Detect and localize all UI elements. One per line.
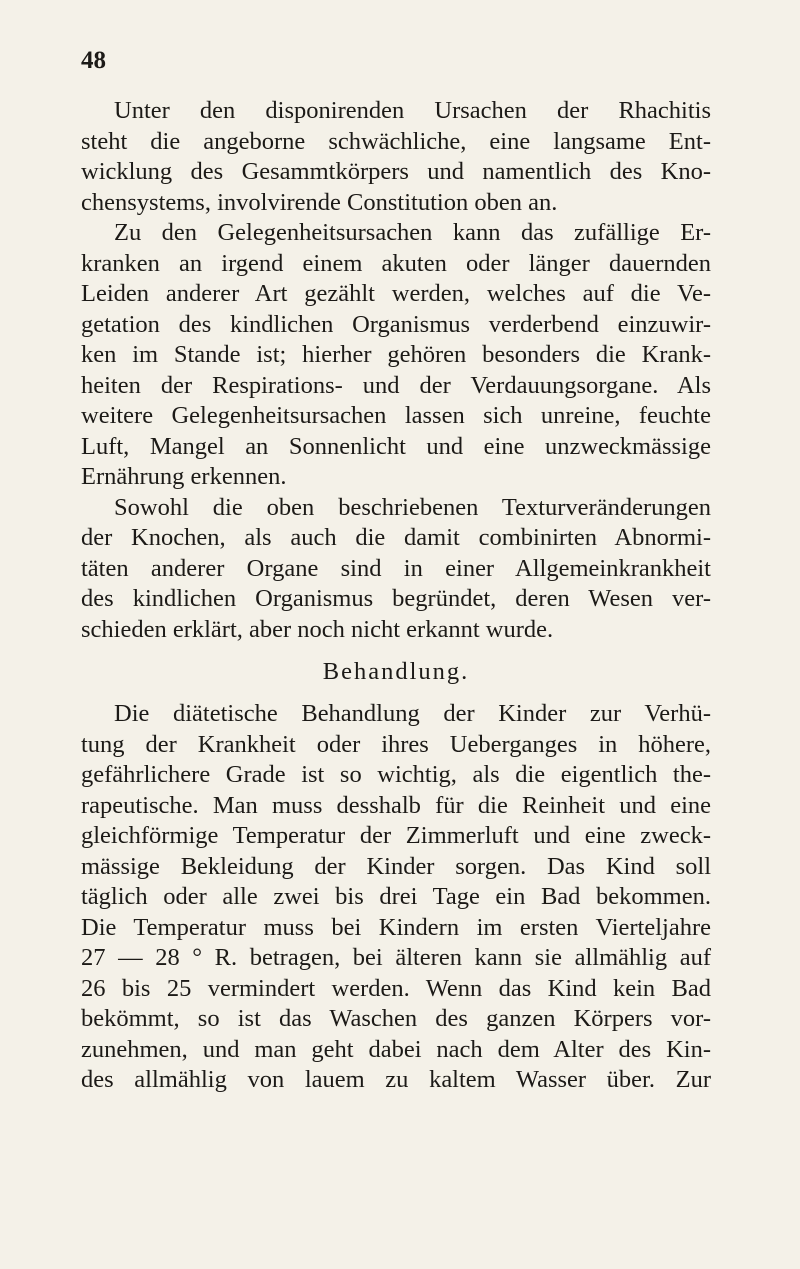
- text-line: ken im Stande ist; hierher gehören besonders die Krank-: [81, 341, 711, 368]
- text-line: rapeutische. Man muss desshalb für die Reinheit und eine: [81, 791, 711, 819]
- text-line: zunehmen, und man geht dabei nach dem Alter des Kin-: [81, 1035, 711, 1063]
- text-line: Die diätetische Behandlung der Kinder zur Verhü-: [114, 700, 711, 727]
- text-line: steht die angeborne schwächliche, eine langsame Ent-: [81, 127, 711, 155]
- text-line: Ernährung erkennen.: [81, 463, 287, 490]
- text-line: tung der Krankheit oder ihres Ueberganges in höhere,: [81, 730, 711, 758]
- text-line: heiten der Respirations- und der Verdauungsorgane. Als: [81, 371, 711, 399]
- text-line: Unter den disponirenden Ursachen der Rhachitis: [114, 97, 711, 124]
- paragraph-texture-changes: [81, 493, 711, 646]
- text-line: getation des kindlichen Organismus verderbend einzuwir-: [81, 310, 711, 338]
- section-heading: Behandlung.: [322, 658, 470, 685]
- text-line: Luft, Mangel an Sonnenlicht und eine unzweckmässige: [81, 432, 711, 460]
- text-line: täglich oder alle zwei bis drei Tage ein Bad bekommen.: [81, 883, 711, 910]
- text-line: gefährlichere Grade ist so wichtig, als die eigentlich the-: [81, 761, 711, 788]
- paragraph-treatment: [81, 699, 711, 1096]
- text-line: der Knochen, als auch die damit combinirten Abnormi-: [81, 524, 711, 551]
- text-line: schieden erklärt, aber noch nicht erkannt wurde.: [81, 615, 554, 643]
- text-line: des allmählig von lauem zu kaltem Wasser über. Zur: [81, 1066, 711, 1093]
- text-line: gleichförmige Temperatur der Zimmerluft und eine zweck-: [81, 822, 711, 849]
- text-line: Sowohl die oben beschriebenen Texturveränderungen: [114, 493, 711, 521]
- text-line: chensystems, involvirende Constitution oben an.: [81, 188, 558, 216]
- text-line: Leiden anderer Art gezählt werden, welches auf die Ve-: [81, 280, 711, 307]
- text-line: täten anderer Organe sind in einer Allgemeinkrankheit: [81, 554, 711, 582]
- text-line: Zu den Gelegenheitsursachen kann das zufällige Er-: [114, 219, 711, 246]
- page-number: 48: [81, 47, 106, 74]
- text-line: bekömmt, so ist das Waschen des ganzen Körpers vor-: [81, 1005, 711, 1032]
- text-line: kranken an irgend einem akuten oder länger dauernden: [81, 249, 711, 277]
- text-line: weitere Gelegenheitsursachen lassen sich unreine, feuchte: [81, 402, 711, 429]
- paragraph-disposing-causes: [81, 96, 711, 218]
- text-line: des kindlichen Organismus begründet, deren Wesen ver-: [81, 585, 711, 612]
- text-line: Die Temperatur muss bei Kindern im ersten Vierteljahre: [81, 913, 711, 941]
- text-line: mässige Bekleidung der Kinder sorgen. Das Kind soll: [81, 852, 711, 880]
- text-line: wicklung des Gesammtkörpers und namentlich des Kno-: [81, 158, 711, 185]
- text-line: 27 — 28 ° R. betragen, bei älteren kann sie allmählig auf: [81, 944, 711, 971]
- body-text: [81, 96, 711, 1096]
- paragraph-occasional-causes: [81, 218, 711, 493]
- text-line: 26 bis 25 vermindert werden. Wenn das Kind kein Bad: [81, 974, 711, 1002]
